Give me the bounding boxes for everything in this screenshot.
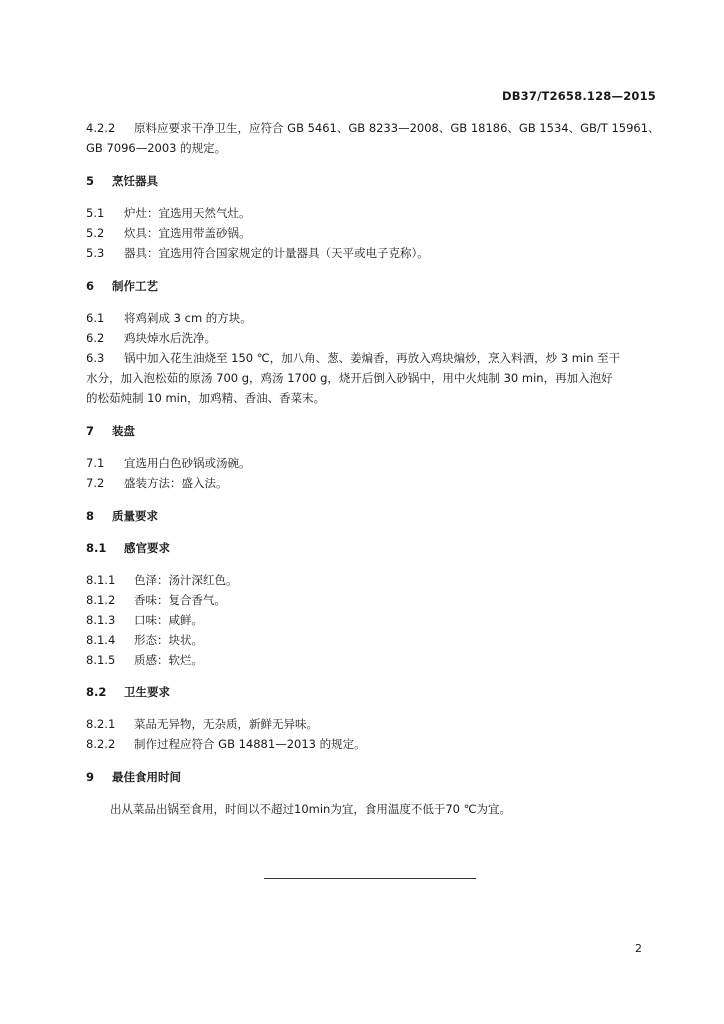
clause-number: 7.2 — [86, 476, 105, 490]
paragraph-9 — [86, 799, 660, 819]
paragraph-8-1-2 — [86, 590, 660, 610]
clause-number: 6.2 — [86, 331, 105, 345]
clause-text: 菜品无异物，无杂质，新鲜无异味。 — [134, 717, 318, 731]
clause-number: 8.1.1 — [86, 573, 116, 587]
clause-number: 8.1.3 — [86, 613, 116, 627]
clause-number: 5.2 — [86, 226, 105, 240]
clause-number: 6.1 — [86, 311, 105, 325]
section-title: 质量要求 — [112, 509, 158, 523]
paragraph-8-1-4 — [86, 630, 660, 650]
paragraph-8-1-3 — [86, 610, 660, 630]
clause-text: 炊具：宜选用带盖砂锅。 — [124, 226, 251, 240]
section-8-1-heading — [86, 538, 660, 558]
clause-text: GB 7096—2003 的规定。 — [86, 141, 227, 155]
clause-number: 8.1.4 — [86, 633, 116, 647]
clause-text: 质感：软烂。 — [134, 653, 203, 667]
paragraph-7-1 — [86, 453, 660, 473]
clause-text: 将鸡剁成 3 cm 的方块。 — [124, 311, 252, 325]
paragraph-5-2 — [86, 223, 660, 243]
section-5-heading — [86, 171, 660, 191]
paragraph-6-3 — [86, 348, 660, 368]
paragraph-6-3-cont — [86, 388, 660, 408]
section-7-heading — [86, 421, 660, 441]
paragraph-5-1 — [86, 203, 660, 223]
section-title: 烹饪器具 — [112, 174, 158, 188]
clause-text: 出从菜品出锅至食用，时间以不超过10min为宜，食用温度不低于70 ℃为宜。 — [110, 802, 512, 816]
section-title: 卫生要求 — [124, 685, 170, 699]
paragraph-8-2-1 — [86, 714, 660, 734]
section-title: 制作工艺 — [112, 279, 158, 293]
clause-text: 宜选用白色砂锅或汤碗。 — [124, 456, 251, 470]
section-8-heading — [86, 506, 660, 526]
section-title: 感官要求 — [124, 541, 170, 555]
document-end-line — [264, 878, 476, 879]
section-number: 8.1 — [86, 541, 107, 555]
clause-number: 5.3 — [86, 246, 105, 260]
clause-text: 原料应要求干净卫生，应符合 GB 5461、GB 8233—2008、GB 18186、GB 1534、GB/T 15961、 — [134, 121, 660, 135]
paragraph-6-1 — [86, 308, 660, 328]
section-title: 最佳食用时间 — [112, 770, 181, 784]
clause-text: 鸡块焯水后洗净。 — [124, 331, 216, 345]
clause-text: 盛装方法：盛入法。 — [124, 476, 228, 490]
section-number: 6 — [86, 279, 95, 293]
section-6-heading — [86, 276, 660, 296]
clause-number: 5.1 — [86, 206, 105, 220]
clause-number: 8.2.2 — [86, 737, 116, 751]
clause-text: 形态：块状。 — [134, 633, 203, 647]
clause-text: 锅中加入花生油烧至 150 ℃，加八角、葱、姜煸香，再放入鸡块煸炒，烹入料酒，炒 3 min 至干 — [124, 351, 621, 365]
paragraph-7-2 — [86, 473, 660, 493]
section-number: 9 — [86, 770, 95, 784]
section-9-heading — [86, 767, 660, 787]
clause-text: 水分，加入泡松茹的原汤 700 g，鸡汤 1700 g，烧开后倒入砂锅中，用中火炖制 30 min，再加入泡好 — [86, 371, 613, 385]
paragraph-6-3-cont — [86, 368, 660, 388]
section-number: 8 — [86, 509, 95, 523]
clause-number: 4.2.2 — [86, 121, 116, 135]
document-code: DB37/T2658.128—2015 — [501, 89, 656, 103]
section-number: 5 — [86, 174, 95, 188]
clause-number: 8.2.1 — [86, 717, 116, 731]
document-body — [86, 118, 660, 819]
clause-number: 8.1.5 — [86, 653, 116, 667]
section-number: 7 — [86, 424, 95, 438]
paragraph-4-2-2 — [86, 118, 660, 138]
clause-text: 器具：宜选用符合国家规定的计量器具（天平或电子克称）。 — [124, 246, 429, 260]
paragraph-8-1-1 — [86, 570, 660, 590]
clause-text: 色泽：汤汁深红色。 — [134, 573, 238, 587]
clause-number: 8.1.2 — [86, 593, 116, 607]
clause-text: 制作过程应符合 GB 14881—2013 的规定。 — [134, 737, 366, 751]
section-number: 8.2 — [86, 685, 107, 699]
section-title: 装盘 — [112, 424, 135, 438]
clause-number: 6.3 — [86, 351, 105, 365]
paragraph-8-2-2 — [86, 734, 660, 754]
section-8-2-heading — [86, 682, 660, 702]
paragraph-4-2-2-cont — [86, 138, 660, 158]
paragraph-5-3 — [86, 243, 660, 263]
clause-number: 7.1 — [86, 456, 105, 470]
clause-text: 香味：复合香气。 — [134, 593, 226, 607]
clause-text: 炉灶：宜选用天然气灶。 — [124, 206, 251, 220]
page-number: 2 — [635, 942, 642, 955]
paragraph-8-1-5 — [86, 650, 660, 670]
clause-text: 的松茹炖制 10 min，加鸡精、香油、香菜末。 — [86, 391, 326, 405]
paragraph-6-2 — [86, 328, 660, 348]
clause-text: 口味：咸鲜。 — [134, 613, 203, 627]
